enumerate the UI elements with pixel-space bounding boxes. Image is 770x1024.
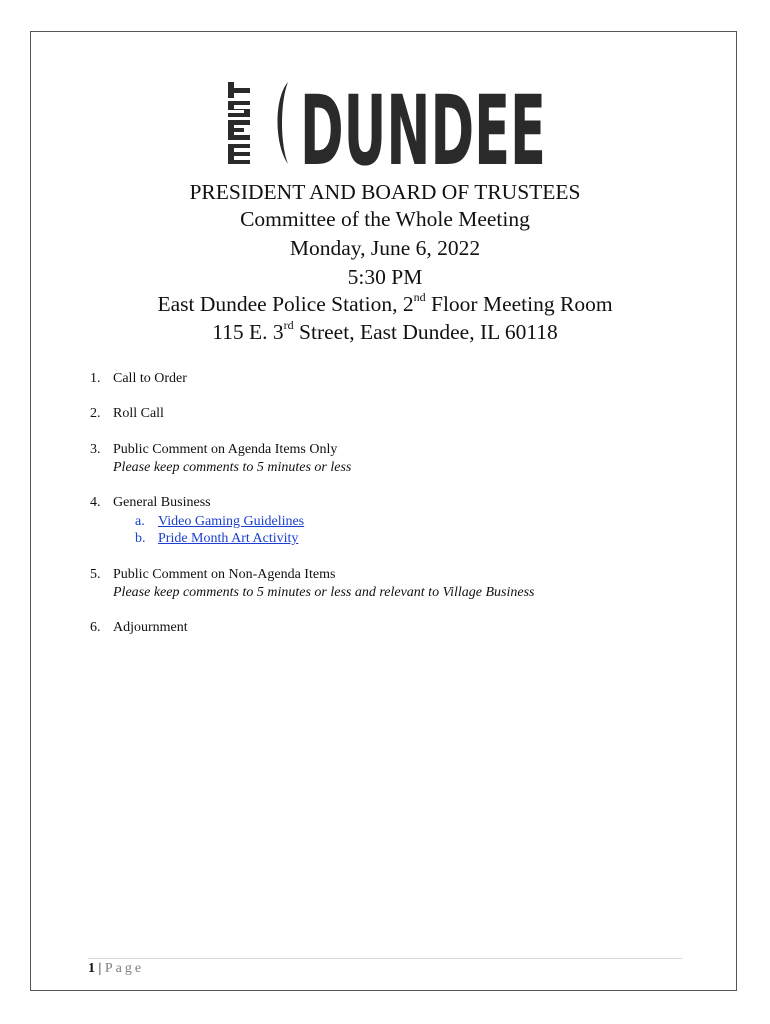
heading-time: 5:30 PM: [347, 265, 423, 289]
logo-wordmark: DUNDEE: [300, 75, 546, 187]
heading-address: 115 E. 3rd Street, East Dundee, IL 60118: [212, 317, 558, 344]
page-number: 1: [88, 961, 95, 976]
heading-location: East Dundee Police Station, 2nd Floor Meeting Room: [157, 289, 613, 316]
east-dundee-logo: [228, 75, 548, 187]
agenda-item: 4. General Business: [90, 495, 211, 510]
agenda-subitem: b. Pride Month Art Activity: [135, 531, 299, 546]
page-label: Page: [104, 961, 145, 976]
heading-date: Monday, June 6, 2022: [289, 236, 481, 260]
agenda-item: 5. Public Comment on Non-Agenda Items Please keep comments to 5 minutes or less and relevant to Village Business: [90, 567, 535, 600]
agenda-item: 2. Roll Call: [90, 406, 164, 421]
agenda-item: 3. Public Comment on Agenda Items Only Please keep comments to 5 minutes or less: [90, 442, 352, 475]
footer-divider: [88, 958, 682, 959]
agenda-subitem: a. Video Gaming Guidelines: [135, 514, 305, 529]
pride-month-art-activity-link[interactable]: Pride Month Art Activity: [158, 531, 299, 546]
agenda-item: 6. Adjournment: [90, 620, 188, 635]
heading-board: PRESIDENT AND BOARD OF TRUSTEES: [189, 180, 581, 204]
agenda-note: Please keep comments to 5 minutes or less and relevant to Village Business: [113, 585, 535, 600]
agenda-note: Please keep comments to 5 minutes or less: [113, 460, 352, 475]
agenda-item: 1. Call to Order: [90, 371, 187, 386]
page-footer: 1 | Page: [88, 961, 145, 976]
video-gaming-guidelines-link[interactable]: Video Gaming Guidelines: [158, 514, 305, 529]
heading-meeting: Committee of the Whole Meeting: [240, 207, 530, 231]
